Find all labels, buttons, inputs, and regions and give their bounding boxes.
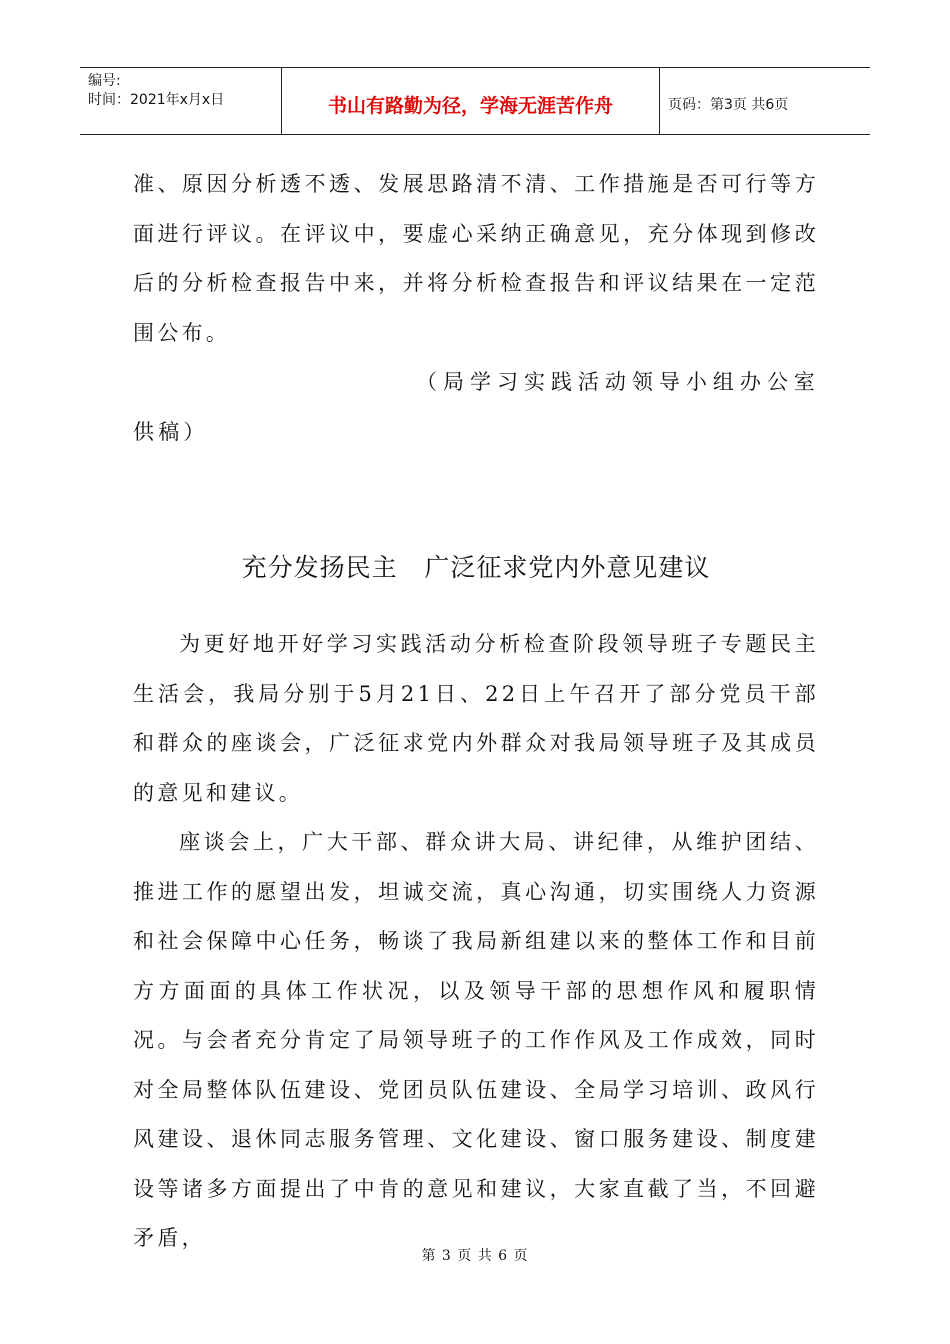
article-credit: （局学习实践活动领导小组办公室供稿） — [133, 370, 819, 444]
header-motto: 书山有路勤为径，学海无涯苦作舟 — [282, 68, 660, 134]
document-time-label: 时间：2021年x月x日 — [88, 92, 225, 108]
body-paragraph-1: 为更好地开好学习实践活动分析检查阶段领导班子专题民主生活会，我局分别于5月21日、22日上午召开了部分党员干部和群众的座谈会，广泛征求党内外群众对我局领导班子及其成员的意见和建议。 — [133, 632, 819, 805]
header-page-info: 页码：第3页 共6页 — [668, 97, 789, 113]
document-body — [133, 160, 819, 1264]
body-paragraph-2: 座谈会上，广大干部、群众讲大局、讲纪律，从维护团结、推进工作的愿望出发，坦诚交流，真心沟通，切实围绕人力资源和社会保障中心任务，畅谈了我局新组建以来的整体工作和目前方方面面的具体工作状况，以及领导干部的思想作风和履职情况。与会者充分肯定了局领导班子的工作作风及工作成效，同时对全局整体队伍建设、党团员队伍建设、全局学习培训、政风行风建设、退休同志服务管理、文化建设、窗口服务建设、制度建设等诸多方面提出了中肯的意见和建议，大家直截了当，不回避矛盾， — [133, 830, 819, 1250]
document-number-label: 编号: — [88, 73, 121, 89]
continued-paragraph: 准、原因分析透不透、发展思路清不清、工作措施是否可行等方面进行评议。在评议中，要虚心采纳正确意见，充分体现到修改后的分析检查报告中来，并将分析检查报告和评议结果在一定范围公布。 — [133, 172, 819, 345]
header-meta — [80, 68, 282, 134]
article-title: 充分发扬民主 广泛征求党内外意见建议 — [241, 553, 711, 582]
page-header — [80, 67, 870, 135]
page-footer: 第 3 页 共 6 页 — [421, 1248, 529, 1264]
